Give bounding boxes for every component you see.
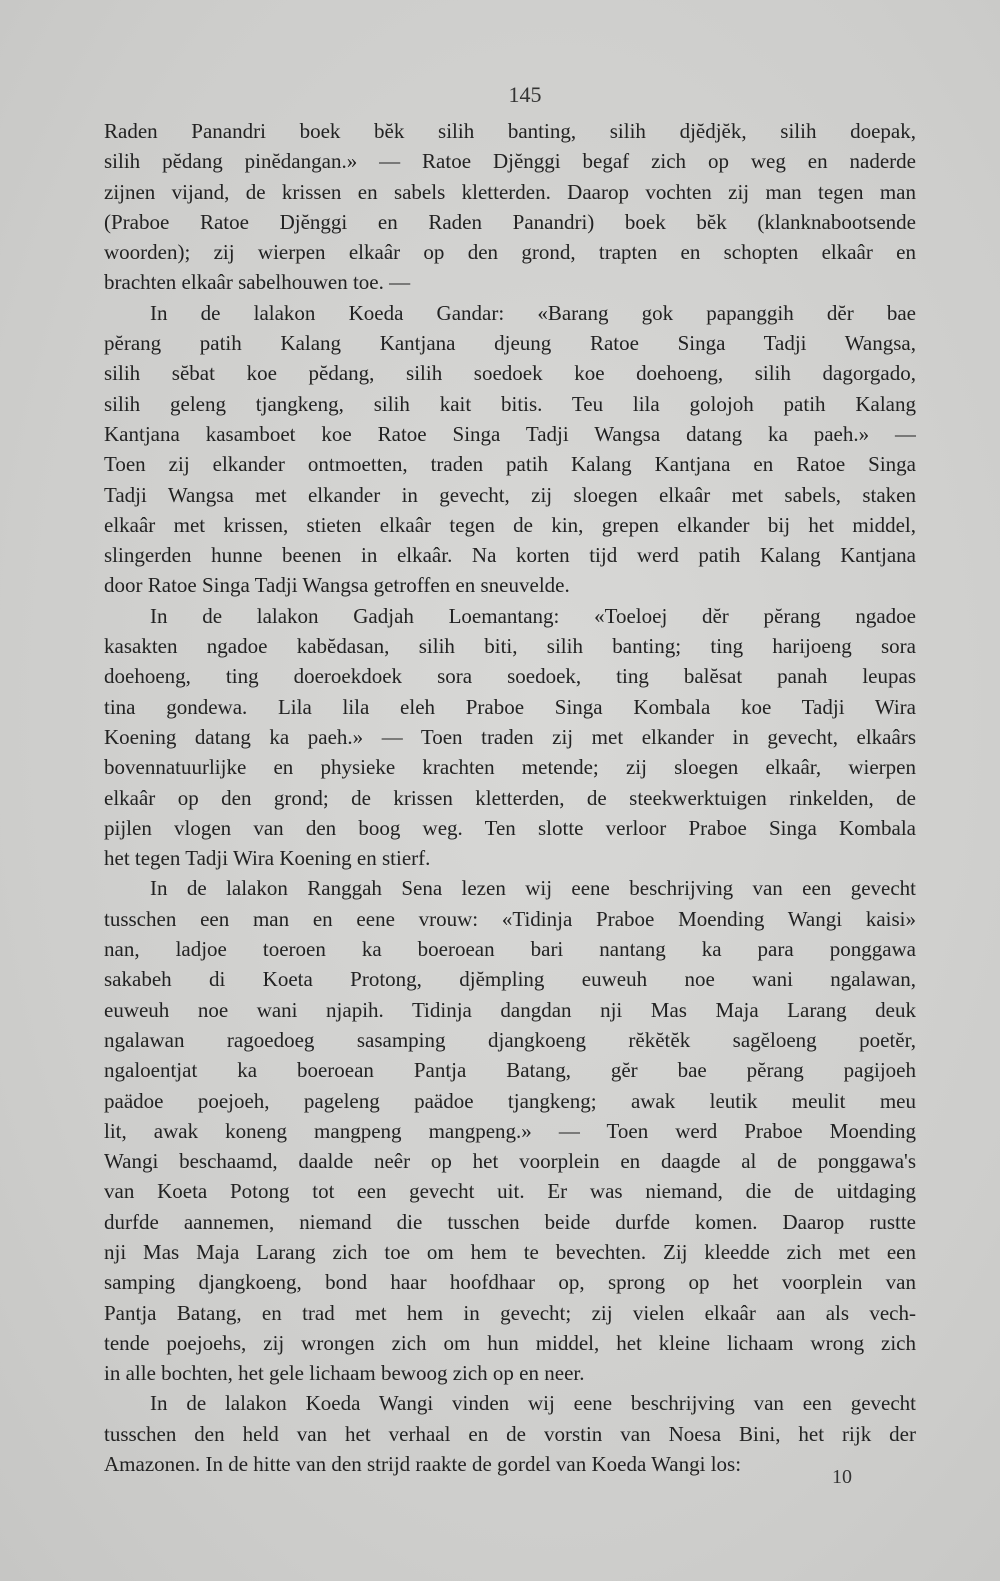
text-line: paädoe poejoeh, pageleng paädoe tjangkeng; awak leutik meulit meu	[104, 1088, 916, 1113]
text-line: kasakten ngadoe kabĕdasan, silih biti, silih banting; ting harijoeng sora	[104, 634, 916, 659]
text-line: euweuh noe wani njapih. Tidinja dangdan nji Mas Maja Larang deuk	[104, 997, 916, 1022]
text-line: brachten elkaâr sabelhouwen toe. —	[104, 270, 411, 295]
text-line: pĕrang patih Kalang Kantjana djeung Ratoe Singa Tadji Wangsa,	[104, 331, 916, 356]
text-line: het tegen Tadji Wira Koening en stierf.	[104, 846, 431, 871]
text-line: Amazonen. In de hitte van den strijd raakte de gordel van Koeda Wangi los:	[104, 1452, 742, 1477]
page-number: 145	[508, 82, 542, 107]
text-line: Wangi beschaamd, daalde neêr op het voorplein en daagde al de ponggawa's	[104, 1149, 916, 1174]
text-line: Kantjana kasamboet koe Ratoe Singa Tadji Wangsa datang ka paeh.» —	[104, 421, 916, 446]
text-line: door Ratoe Singa Tadji Wangsa getroffen en sneuvelde.	[104, 573, 570, 598]
text-line: sakabeh di Koeta Protong, djĕmpling euweuh noe wani ngalawan,	[104, 967, 916, 992]
signature-mark: 10	[832, 1466, 852, 1488]
text-line: Toen zij elkander ontmoetten, traden patih Kalang Kantjana en Ratoe Singa	[104, 452, 916, 477]
text-line: van Koeta Potong tot een gevecht uit. Er was niemand, die de uitdaging	[104, 1179, 916, 1204]
text-line: slingerden hunne beenen in elkaâr. Na korten tijd werd patih Kalang Kantjana	[104, 543, 916, 568]
text-line: silih pĕdang pinĕdangan.» — Ratoe Djĕnggi begaf zich op weg en naderde	[104, 149, 916, 174]
text-line: tina gondewa. Lila lila eleh Praboe Singa Kombala koe Tadji Wira	[104, 694, 916, 719]
text-line: ngalawan ragoedoeg sasamping djangkoeng rĕkĕtĕk sagĕloeng poetĕr,	[104, 1027, 916, 1052]
text-line: lit, awak koneng mangpeng mangpeng.» — Toen werd Praboe Moending	[104, 1118, 916, 1143]
text-line: tende poejoehs, zij wrongen zich om hun middel, het kleine lichaam wrong zich	[104, 1330, 916, 1355]
text-line: pijlen vlogen van den boog weg. Ten slotte verloor Praboe Singa Kombala	[104, 815, 916, 840]
text-line: elkaâr op den grond; de krissen kletterden, de steekwerktuigen rinkelden, de	[104, 785, 916, 810]
text-line: doehoeng, ting doeroekdoek sora soedoek, ting balĕsat panah leupas	[104, 664, 916, 689]
text-line: durfde aannemen, niemand die tusschen beide durfde komen. Daarop rustte	[104, 1209, 916, 1234]
text-line: Tadji Wangsa met elkander in gevecht, zij sloegen elkaâr met sabels, staken	[104, 482, 916, 507]
text-line: elkaâr met krissen, stieten elkaâr tegen de kin, grepen elkander bij het middel,	[104, 512, 916, 537]
text-line: silih sĕbat koe pĕdang, silih soedoek koe doehoeng, silih dagorgado,	[104, 361, 916, 386]
text-line: samping djangkoeng, bond haar hoofdhaar op, sprong op het voorplein van	[104, 1270, 916, 1295]
text-line: in alle bochten, het gele lichaam bewoog zich op en neer.	[104, 1361, 585, 1386]
body-text	[104, 116, 916, 1479]
text-line: tusschen den held van het verhaal en de vorstin van Noesa Bini, het rijk der	[104, 1421, 916, 1446]
text-line: tusschen een man en eene vrouw: «Tidinja Praboe Moending Wangi kaisi»	[104, 906, 916, 931]
text-line: bovennatuurlijke en physieke krachten metende; zij sloegen elkaâr, wierpen	[104, 755, 916, 780]
text-line: Raden Panandri boek bĕk silih banting, silih djĕdjĕk, silih doepak,	[104, 119, 916, 143]
text-line: (Praboe Ratoe Djĕnggi en Raden Panandri) boek bĕk (klanknabootsende	[104, 209, 916, 234]
text-line: In de lalakon Gadjah Loemantang: «Toeloej dĕr pĕrang ngadoe	[150, 603, 916, 628]
text-line: In de lalakon Koeda Gandar: «Barang gok papanggih dĕr bae	[150, 300, 916, 325]
text-line: Koening datang ka paeh.» — Toen traden zij met elkander in gevecht, elkaârs	[104, 724, 916, 749]
text-line: zijnen vijand, de krissen en sabels kletterden. Daarop vochten zij man tegen man	[104, 179, 916, 204]
text-line: woorden); zij wierpen elkaâr op den grond, trapten en schopten elkaâr en	[104, 240, 916, 265]
text-line: nan, ladjoe toeroen ka boeroean bari nantang ka para ponggawa	[104, 937, 916, 962]
text-line: ngaloentjat ka boeroean Pantja Batang, gĕr bae pĕrang pagijoeh	[104, 1058, 916, 1083]
text-line: silih geleng tjangkeng, silih kait bitis. Teu lila golojoh patih Kalang	[104, 391, 916, 416]
text-line: In de lalakon Ranggah Sena lezen wij eene beschrijving van een gevecht	[150, 876, 916, 901]
text-line: In de lalakon Koeda Wangi vinden wij eene beschrijving van een gevecht	[150, 1391, 916, 1416]
text-line: nji Mas Maja Larang zich toe om hem te bevechten. Zij kleedde zich met een	[104, 1239, 916, 1264]
text-line: Pantja Batang, en trad met hem in gevecht; zij vielen elkaâr aan als vech-	[104, 1300, 916, 1325]
